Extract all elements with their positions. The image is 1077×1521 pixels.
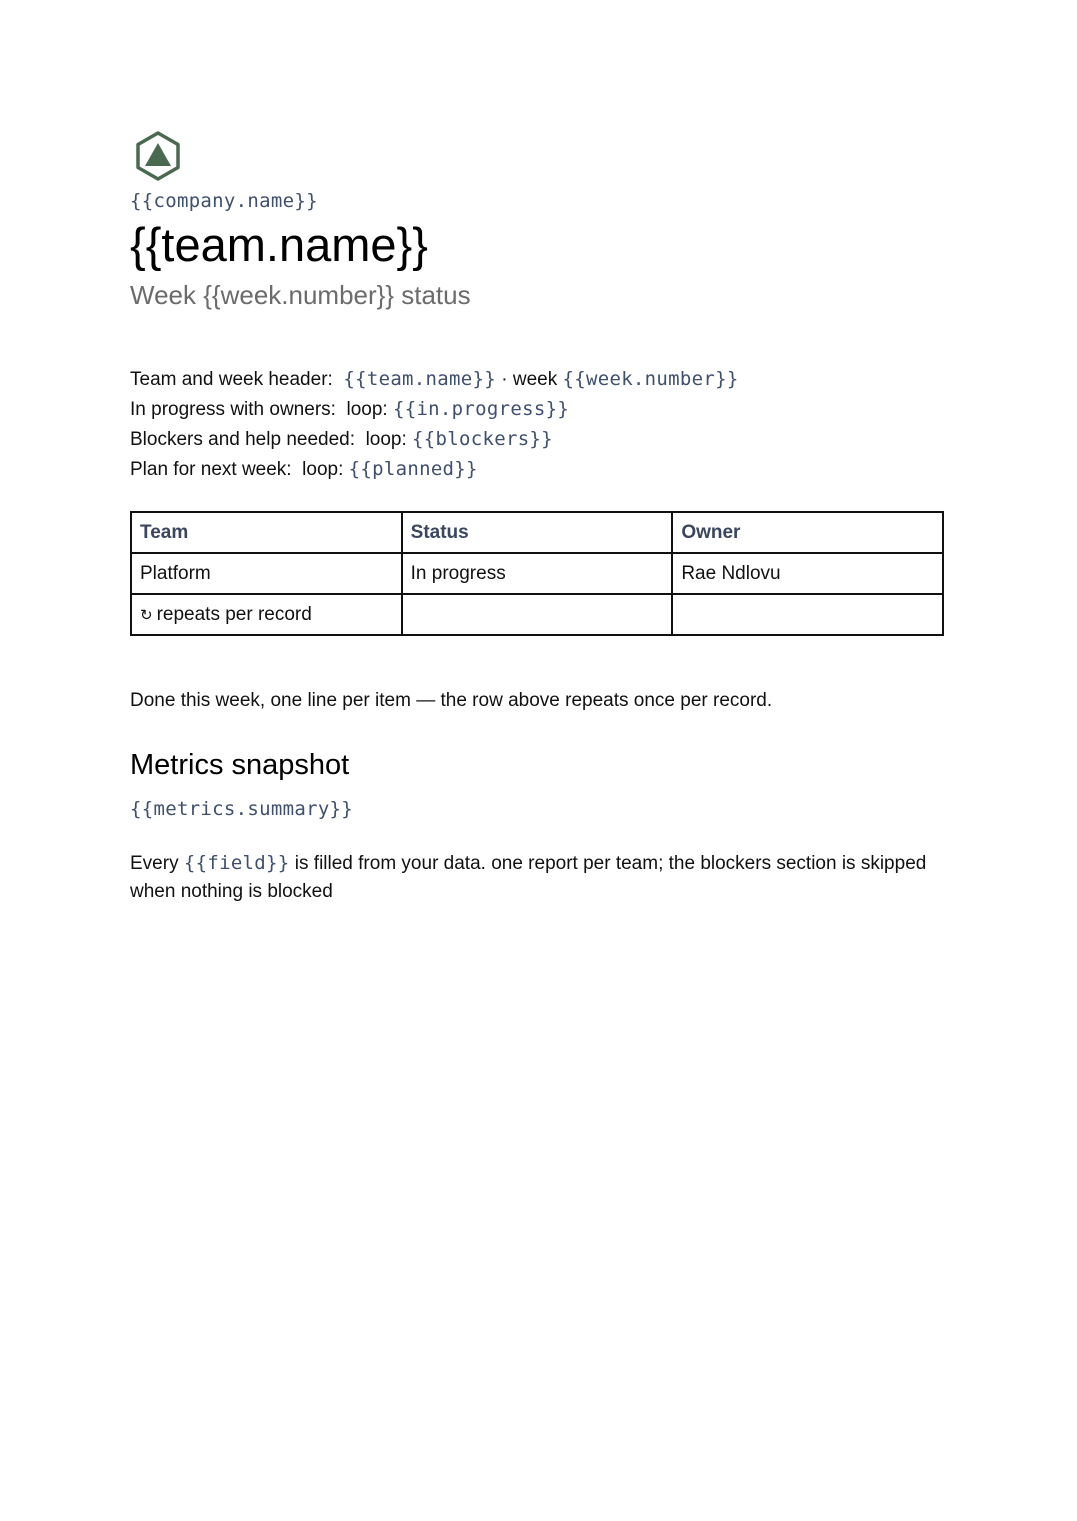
metrics-heading: Metrics snapshot xyxy=(130,749,350,781)
week-separator: · week xyxy=(501,369,558,390)
document-page xyxy=(130,130,944,906)
field-line-blockers xyxy=(130,424,944,454)
blockers-token: {{blockers}} xyxy=(412,428,553,450)
table-header-row xyxy=(131,512,943,553)
field-label: Blockers and help needed: xyxy=(130,429,355,450)
cell-team: Platform xyxy=(131,553,402,594)
loop-prefix: loop: xyxy=(346,399,388,420)
field-line-planned xyxy=(130,454,944,484)
cell-empty xyxy=(672,594,943,635)
cell-empty xyxy=(402,594,673,635)
footer-note xyxy=(130,849,930,906)
loop-marker-label: repeats per record xyxy=(156,603,312,625)
repeat-icon: ↻ xyxy=(140,605,153,624)
cell-loop-marker xyxy=(131,594,402,635)
status-table xyxy=(130,511,944,636)
in-progress-token: {{in.progress}} xyxy=(392,398,570,420)
planned-token: {{planned}} xyxy=(348,458,478,480)
team-name-token: {{team.name}} xyxy=(343,368,496,390)
footer-text-after: is filled from your data. one report per team; the blockers section is skipped when nothing is blocked xyxy=(130,853,927,902)
metrics-summary-token: {{metrics.summary}} xyxy=(130,798,354,820)
document-title: {{team.name}} xyxy=(130,218,428,271)
column-header-owner: Owner xyxy=(672,512,943,553)
field-line-in-progress xyxy=(130,394,944,424)
cell-status: In progress xyxy=(402,553,673,594)
document-subtitle: Week {{week.number}} status xyxy=(130,280,471,310)
column-header-status: Status xyxy=(402,512,673,553)
cell-owner: Rae Ndlovu xyxy=(672,553,943,594)
hexagon-triangle-logo-icon xyxy=(132,130,184,182)
field-list xyxy=(130,364,944,484)
field-line-team-week xyxy=(130,364,944,394)
loop-prefix: loop: xyxy=(365,429,407,450)
loop-prefix: loop: xyxy=(302,459,344,480)
table-row xyxy=(131,553,943,594)
field-label: Team and week header: xyxy=(130,369,333,390)
company-name: {{company.name}} xyxy=(130,190,318,212)
field-token: {{field}} xyxy=(183,852,290,874)
field-label: Plan for next week: xyxy=(130,459,292,480)
column-header-team: Team xyxy=(131,512,402,553)
week-number-token: {{week.number}} xyxy=(562,368,739,390)
footer-text-before: Every xyxy=(130,853,179,874)
loop-note: Done this week, one line per item — the row above repeats once per record. xyxy=(130,690,773,711)
loop-table-row xyxy=(131,594,943,635)
field-label: In progress with owners: xyxy=(130,399,336,420)
